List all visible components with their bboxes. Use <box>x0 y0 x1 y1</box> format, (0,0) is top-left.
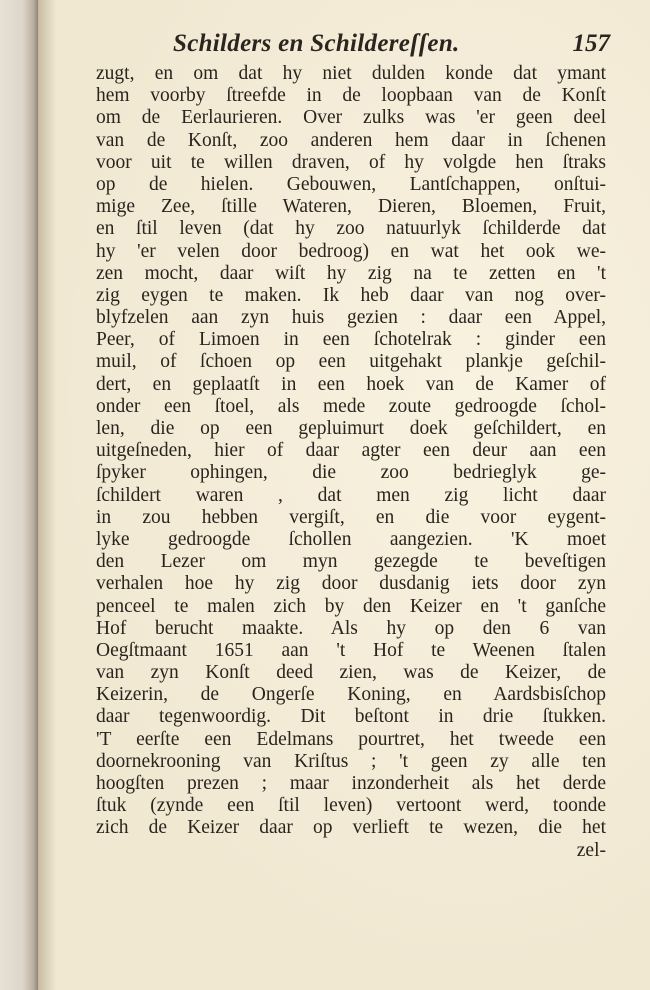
page-header <box>38 30 650 66</box>
text-line: ſpyker ophingen, die zoo bedrieglyk ge- <box>96 462 606 484</box>
text-line: blyfzelen aan zyn huis gezien : daar een Appel, <box>96 307 606 329</box>
text-line: mige Zee, ſtille Wateren, Dieren, Bloemen, Fruit, <box>96 196 606 218</box>
text-line: daar tegenwoordig. Dit beſtont in drie ſtukken. <box>96 706 606 728</box>
text-line: Keizerin, de Ongerſe Koning, en Aardsbisſchop <box>96 684 606 706</box>
text-line: hem voorby ſtreefde in de loopbaan van de Konſt <box>96 85 606 107</box>
text-line: Hof berucht maakte. Als hy op den 6 van <box>96 617 606 639</box>
body-text <box>96 63 606 862</box>
gutter-shadow <box>38 0 56 990</box>
book-gutter <box>0 0 38 990</box>
text-line: ſchildert waren , dat men zig licht daar <box>96 484 606 506</box>
text-line: van zyn Konſt deed zien, was de Keizer, de <box>96 662 606 684</box>
text-line: ſtuk (zynde een ſtil leven) vertoont werd, toonde <box>96 795 606 817</box>
text-line: len, die op een gepluimurt doek geſchildert, en <box>96 418 606 439</box>
text-line: om de Eerlaurieren. Over zulks was 'er geen deel <box>96 107 606 129</box>
text-line: verhalen hoe hy zig door dusdanig iets door zyn <box>96 573 606 595</box>
text-line: voor uit te willen draven, of hy volgde hen ſtraks <box>96 151 606 173</box>
text-line: en ſtil leven (dat hy zoo natuurlyk ſchilderde dat <box>96 218 606 240</box>
text-line: zugt, en om dat hy niet dulden konde dat ymant <box>96 63 606 84</box>
text-line: zig eygen te maken. Ik heb daar van nog over- <box>96 284 606 306</box>
text-line: zen mocht, daar wiſt hy zig na te zetten en 't <box>96 262 606 284</box>
running-title: Schilders en Schildereſſen. <box>173 30 460 57</box>
catchword: zel- <box>576 839 606 861</box>
text-line: van de Konſt, zoo anderen hem daar in ſchenen <box>96 129 606 151</box>
page-sheet <box>38 0 650 990</box>
text-line: uitgeſneden, hier of daar agter een deur aan een <box>96 440 606 462</box>
text-line: hoogſten prezen ; maar inzonderheit als het derde <box>96 773 606 794</box>
text-line: den Lezer om myn gezegde te beveſtigen <box>96 551 606 573</box>
text-line: in zou hebben vergiſt, en die voor eygent- <box>96 506 606 528</box>
text-line: zich de Keizer daar op verlieft te wezen, die het <box>96 817 606 839</box>
text-line: Peer, of Limoen in een ſchotelrak : ginder een <box>96 329 606 351</box>
text-line: 'T eerſte een Edelmans pourtret, het tweede een <box>96 728 606 750</box>
text-line: lyke gedroogde ſchollen aangezien. 'K moet <box>96 528 606 550</box>
text-line: dert, en geplaatſt in een hoek van de Kamer of <box>96 373 606 395</box>
text-line: doornekrooning van Kriſtus ; 't geen zy alle ten <box>96 750 606 772</box>
page-number: 157 <box>572 30 610 57</box>
text-line: penceel te malen zich by den Keizer en 't ganſche <box>96 595 606 617</box>
text-line: Oegſtmaant 1651 aan 't Hof te Weenen ſtalen <box>96 639 606 661</box>
text-line: op de hielen. Gebouwen, Lantſchappen, onſtui- <box>96 173 606 195</box>
text-line: hy 'er velen door bedroog) en wat het ook we- <box>96 240 606 262</box>
text-line: onder een ſtoel, als mede zoute gedroogde ſchol- <box>96 395 606 417</box>
text-line: muil, of ſchoen op een uitgehakt plankje geſchil- <box>96 351 606 373</box>
